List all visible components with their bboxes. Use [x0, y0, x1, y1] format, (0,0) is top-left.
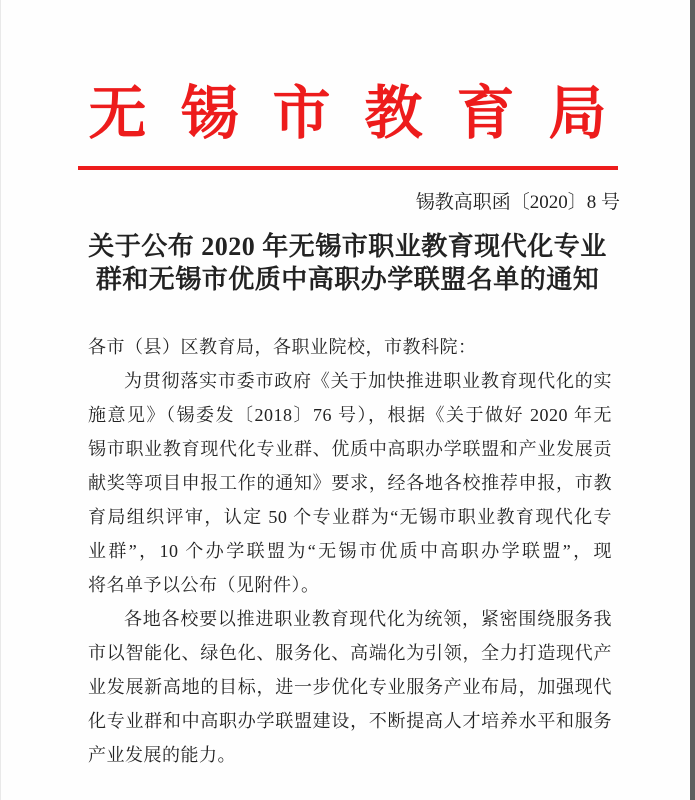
body-line: 业发展新高地的目标，进一步优化专业服务产业布局，加强现代 [88, 677, 612, 697]
doc-number: 锡教高职函〔2020〕8 号 [415, 192, 620, 213]
body-line: 产业发展的能力。 [88, 745, 236, 765]
notice-title [0, 230, 695, 296]
body-line: 为贯彻落实市委市政府《关于加快推进职业教育现代化的实 [124, 371, 612, 391]
scan-edge-right [690, 0, 695, 800]
salutation: 各市（县）区教育局，各职业院校，市教科院： [88, 337, 477, 357]
body-line: 施意见》（锡委发〔2018〕76 号），根据《关于做好 2020 年无 [88, 405, 612, 425]
body-line: 市以智能化、绿色化、服务化、高端化为引领，全力打造现代产 [88, 643, 612, 663]
body-line: 各地各校要以推进职业教育现代化为统领，紧密围绕服务我 [124, 609, 612, 629]
scan-edge-left [0, 0, 1, 800]
body-line: 将名单予以公布（见附件）。 [88, 575, 320, 595]
notice-title-line2: 群和无锡市优质中高职办学联盟名单的通知 [95, 265, 600, 294]
letterhead-divider [78, 166, 618, 170]
body-line: 育局组织评审，认定 50 个专业群为“无锡市职业教育现代化专 [88, 507, 612, 527]
notice-body [0, 330, 695, 772]
body-line: 化专业群和中高职办学联盟建设，不断提高人才培养水平和服务 [88, 711, 612, 731]
letterhead [0, 0, 695, 170]
body-line: 业群”，10 个办学联盟为“无锡市优质中高职办学联盟”，现 [88, 541, 612, 561]
body-line: 锡市职业教育现代化专业群、优质中高职办学联盟和产业发展贡 [88, 439, 612, 459]
agency-name: 无锡市教育局 [88, 81, 641, 146]
notice-title-line1: 关于公布 2020 年无锡市职业教育现代化专业 [88, 232, 607, 261]
body-line: 献奖等项目申报工作的通知》要求，经各地各校推荐申报，市教 [88, 473, 612, 493]
